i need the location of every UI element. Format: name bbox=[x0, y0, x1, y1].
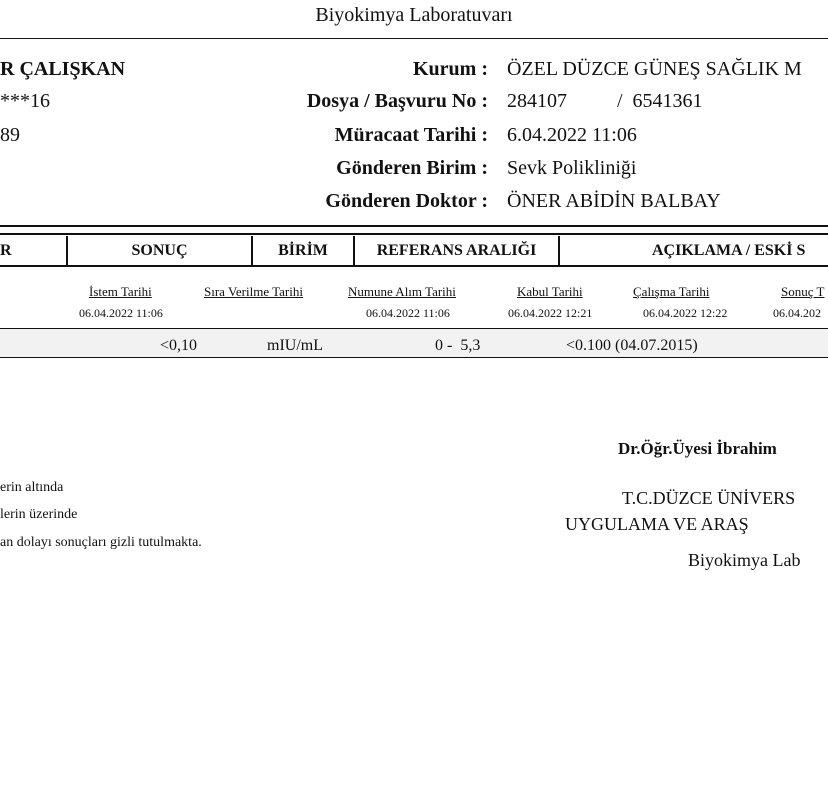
gonderen-doktor-label: Gönderen Doktor : bbox=[325, 190, 488, 212]
note-above: lerin üzerinde bbox=[0, 507, 78, 522]
sonuc-tarihi-label: Sonuç T bbox=[781, 284, 825, 299]
note-hidden: an dolayı sonuçları gizli tutulmakta. bbox=[0, 535, 202, 550]
header-aciklama: AÇIKLAMA / ESKİ S bbox=[558, 236, 828, 265]
result-row bbox=[0, 329, 828, 357]
table-header-bottom bbox=[0, 265, 828, 267]
istem-tarihi-value: 06.04.2022 11:06 bbox=[79, 306, 163, 320]
gonderen-birim-label: Gönderen Birim : bbox=[336, 157, 488, 179]
sira-verilme-tarihi-label: Sıra Verilme Tarihi bbox=[204, 284, 303, 299]
calisma-tarihi-label: Çalışma Tarihi bbox=[633, 284, 710, 299]
note-below: erin altında bbox=[0, 480, 64, 495]
table-header-top bbox=[0, 233, 828, 235]
kurum-label: Kurum : bbox=[413, 58, 488, 80]
header-referans: REFERANS ARALIĞI bbox=[353, 236, 558, 265]
patient-name: R ÇALIŞKAN bbox=[0, 58, 126, 80]
muracaat-value: 6.04.2022 11:06 bbox=[507, 124, 637, 146]
result-value: <0,10 bbox=[160, 337, 198, 354]
calisma-tarihi-value: 06.04.2022 12:22 bbox=[643, 306, 728, 320]
sonuc-tarihi-value: 06.04.202 bbox=[773, 306, 821, 320]
header-birim: BİRİM bbox=[251, 236, 353, 265]
muracaat-label: Müracaat Tarihi : bbox=[334, 124, 488, 146]
gonderen-birim-value: Sevk Polikliniği bbox=[507, 157, 637, 179]
kabul-tarihi-value: 06.04.2022 12:21 bbox=[508, 306, 593, 320]
kabul-tarihi-label: Kabul Tarihi bbox=[517, 284, 583, 299]
result-previous: <0.100 (04.07.2015) bbox=[566, 337, 698, 354]
signature-name: Dr.Öğr.Üyesi İbrahim bbox=[618, 439, 777, 458]
result-unit: mIU/mL bbox=[267, 337, 323, 354]
top-divider bbox=[0, 38, 828, 39]
table-top-rule bbox=[0, 225, 828, 227]
numune-alim-tarihi-label: Numune Alım Tarihi bbox=[348, 284, 456, 299]
dosya-label: Dosya / Başvuru No : bbox=[306, 90, 488, 112]
header-test: R bbox=[0, 241, 12, 259]
header-sonuc: SONUÇ bbox=[66, 236, 251, 265]
signature-line2: UYGULAMA VE ARAŞ bbox=[565, 514, 749, 534]
gonderen-doktor-value: ÖNER ABİDİN BALBAY bbox=[507, 190, 721, 212]
result-row-bottom bbox=[0, 357, 828, 358]
signature-line3: Biyokimya Lab bbox=[688, 550, 801, 570]
dosya-value: 284107 / 6541361 bbox=[507, 90, 703, 112]
numune-alim-tarihi-value: 06.04.2022 11:06 bbox=[366, 306, 450, 320]
page-title: Biyokimya Laboratuvarı bbox=[315, 4, 513, 26]
istem-tarihi-label: İstem Tarihi bbox=[89, 284, 152, 299]
patient-id: ***16 bbox=[0, 90, 50, 112]
result-reference: 0 - 5,3 bbox=[435, 337, 481, 354]
patient-line3: 89 bbox=[0, 124, 20, 146]
signature-line1: T.C.DÜZCE ÜNİVERS bbox=[622, 488, 796, 508]
result-row-top bbox=[0, 328, 828, 329]
kurum-value: ÖZEL DÜZCE GÜNEŞ SAĞLIK M bbox=[507, 58, 802, 80]
